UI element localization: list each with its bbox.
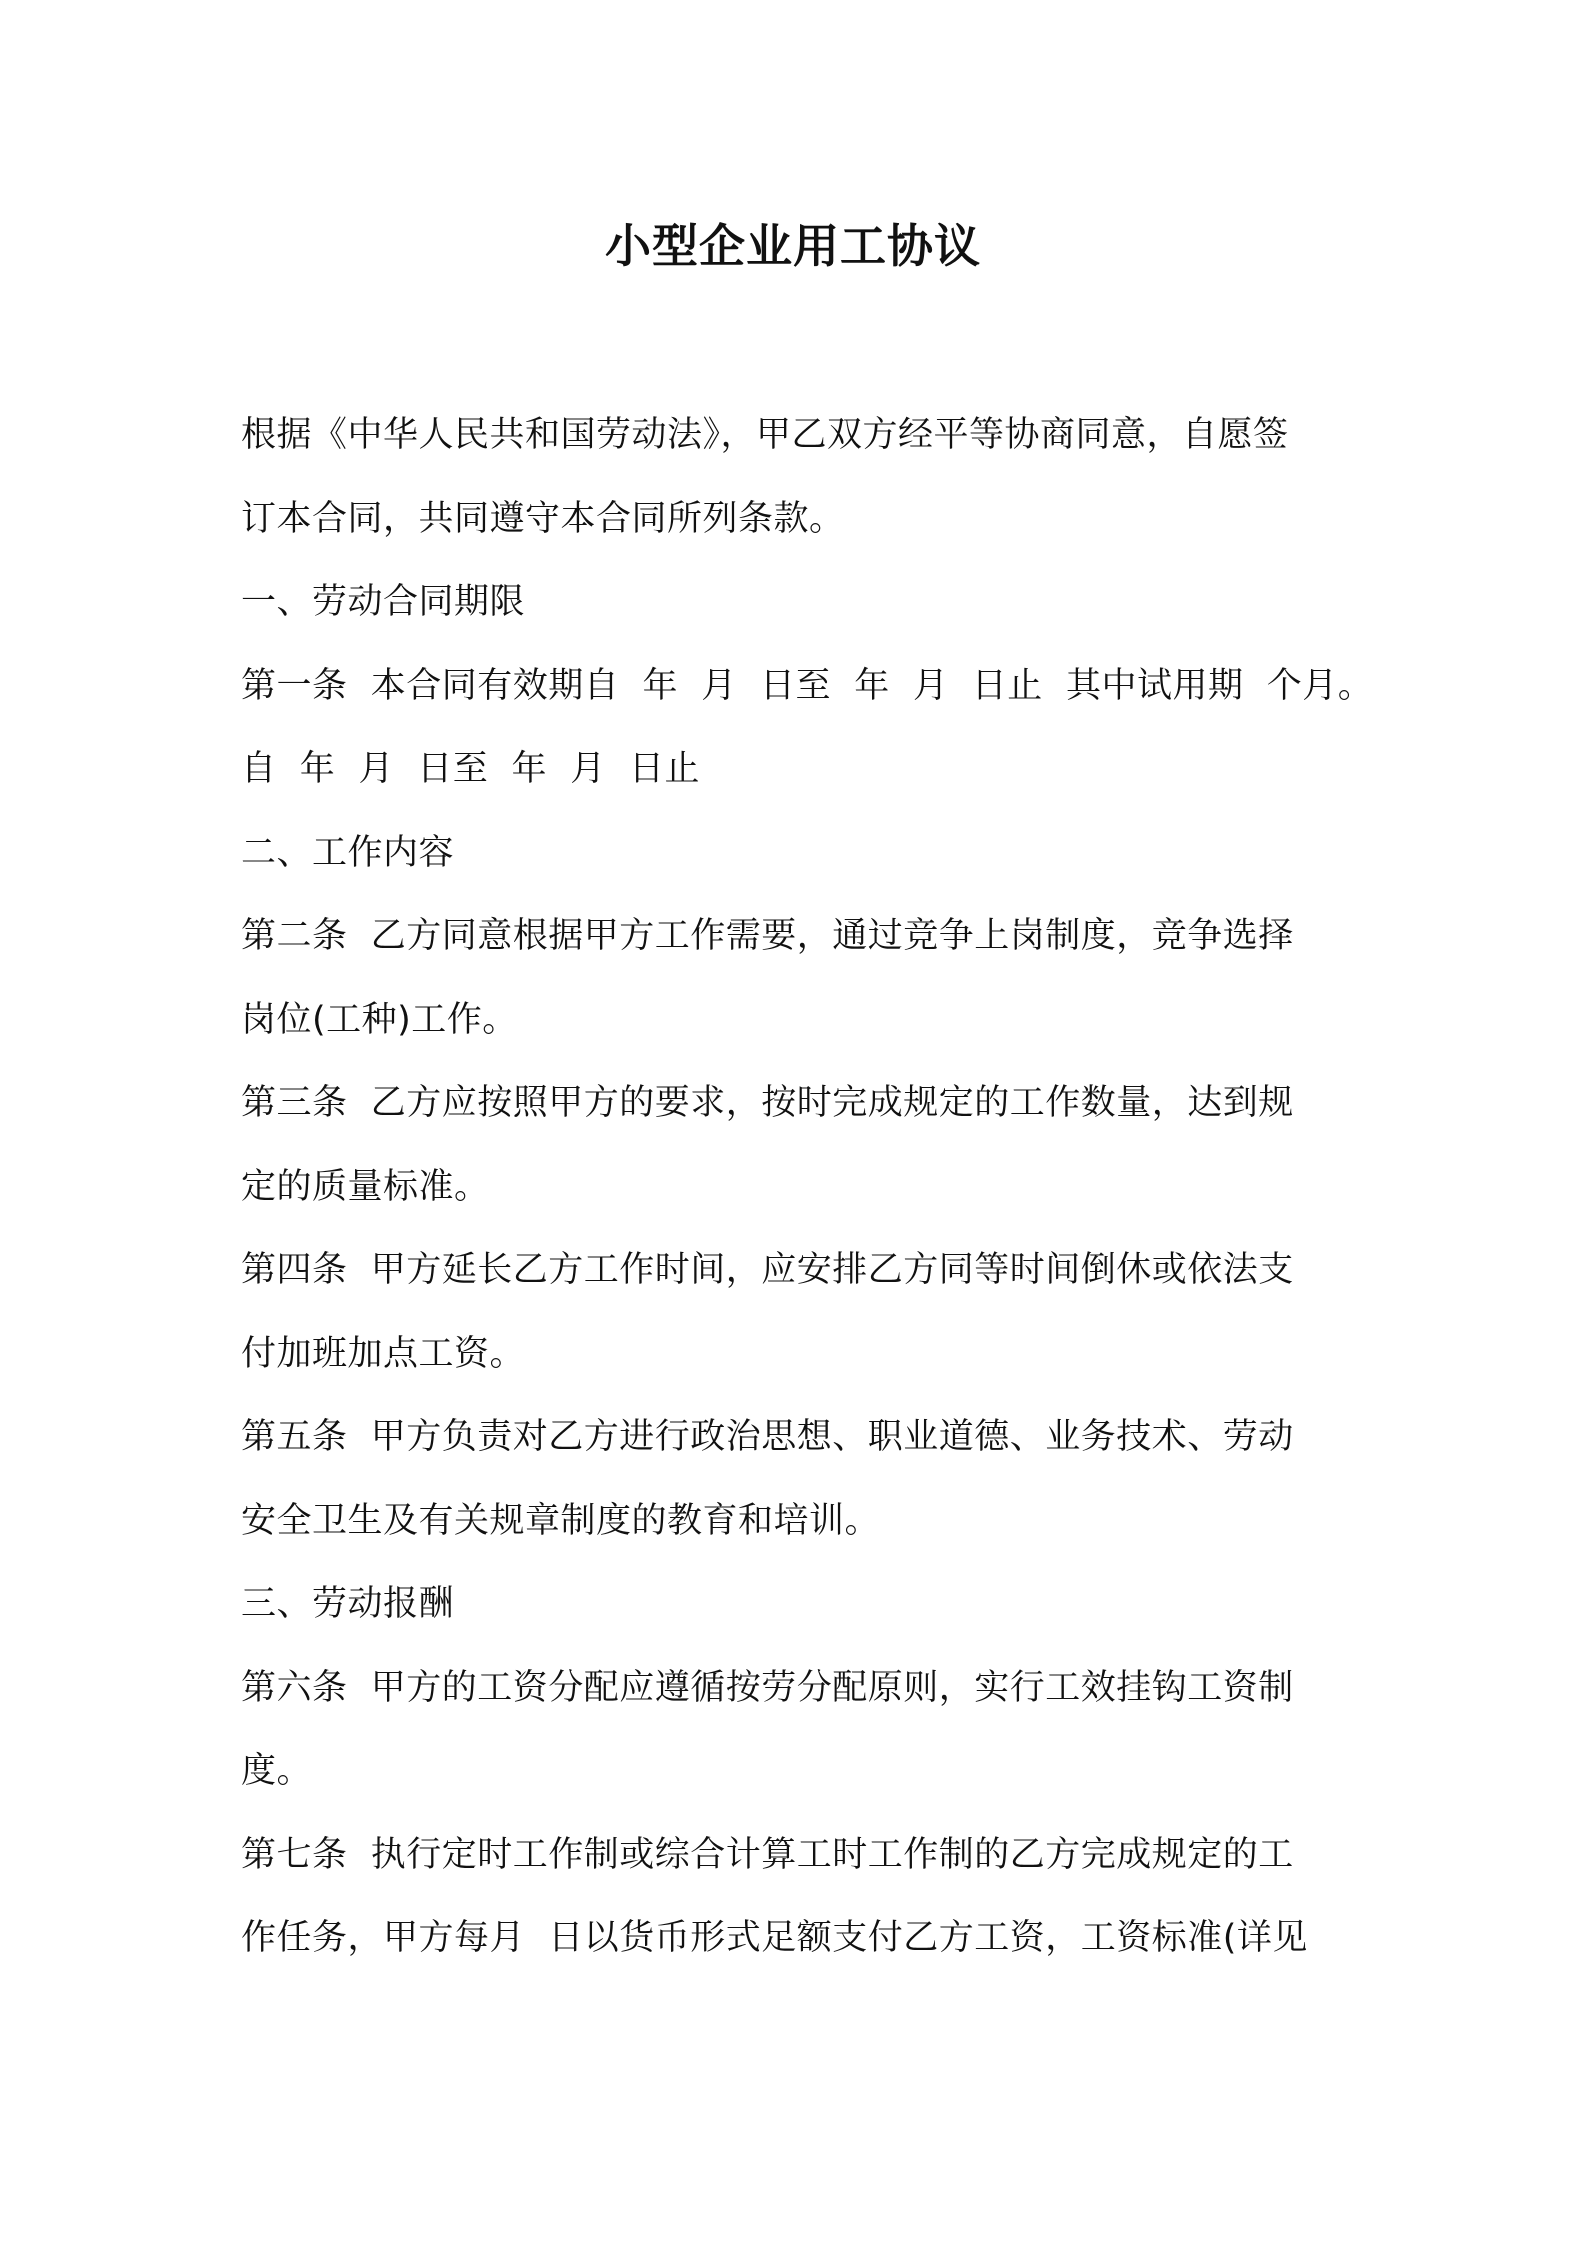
section-heading: 三、劳动报酬 bbox=[241, 1584, 455, 1624]
article-line: 付加班加点工资。 bbox=[241, 1333, 526, 1374]
article-line: 岗位(工种)工作。 bbox=[241, 999, 518, 1040]
paragraph-line: 订本合同，共同遵守本合同所列条款。 bbox=[241, 498, 845, 539]
article-line: 第六条 甲方的工资分配应遵循按劳分配原则，实行工效挂钩工资制 bbox=[241, 1667, 1294, 1708]
article-line: 第三条 乙方应按照甲方的要求，按时完成规定的工作数量，达到规 bbox=[241, 1083, 1294, 1123]
article-line: 第二条 乙方同意根据甲方工作需要，通过竞争上岗制度，竞争选择 bbox=[241, 916, 1294, 956]
article-line: 度。 bbox=[241, 1751, 313, 1791]
section-heading: 一、劳动合同期限 bbox=[241, 582, 526, 622]
article-line: 第四条 甲方延长乙方工作时间，应安排乙方同等时间倒休或依法支 bbox=[241, 1250, 1294, 1290]
section-heading: 二、工作内容 bbox=[241, 832, 455, 873]
article-line: 第一条 本合同有效期自 年 月 日至 年 月 日止 其中试用期 个月。 bbox=[241, 665, 1374, 706]
document-body bbox=[241, 394, 1374, 1981]
article-line: 定的质量标准。 bbox=[241, 1166, 490, 1207]
article-line: 第五条 甲方负责对乙方进行政治思想、职业道德、业务技术、劳动 bbox=[241, 1417, 1294, 1457]
article-line: 安全卫生及有关规章制度的教育和培训。 bbox=[241, 1500, 881, 1541]
article-line: 第七条 执行定时工作制或综合计算工时工作制的乙方完成规定的工 bbox=[241, 1834, 1294, 1875]
article-line: 自 年 月 日至 年 月 日止 bbox=[241, 749, 701, 789]
article-line: 作任务，甲方每月 日以货币形式足额支付乙方工资，工资标准(详见 bbox=[241, 1918, 1308, 1958]
document-title: 小型企业用工协议 bbox=[605, 219, 981, 273]
paragraph-line: 根据《中华人民共和国劳动法》，甲乙双方经平等协商同意，自愿签 bbox=[241, 415, 1289, 455]
